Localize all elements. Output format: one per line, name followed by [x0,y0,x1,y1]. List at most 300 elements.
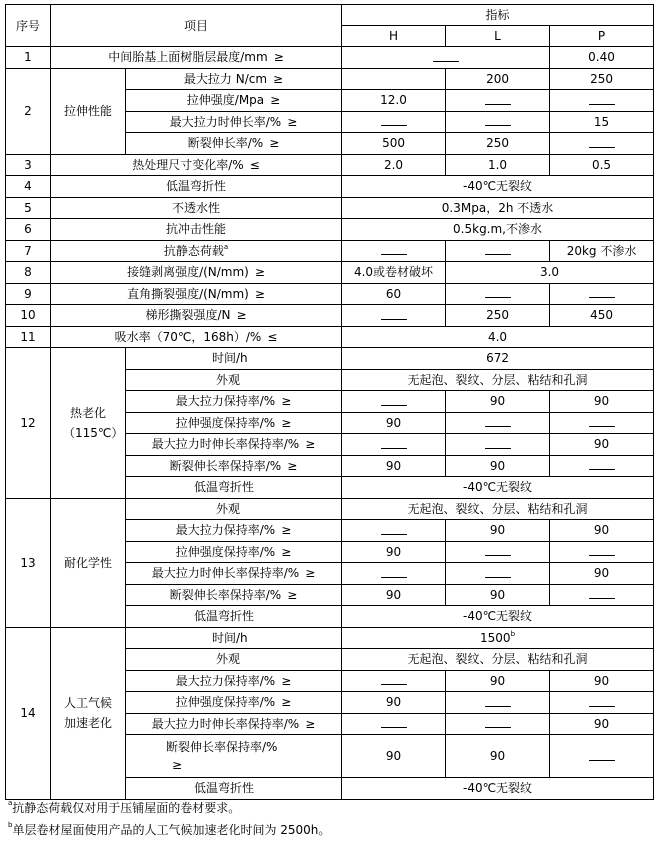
value-cell [550,692,654,714]
item-label [126,584,342,606]
table-row [6,498,654,520]
footnote-mark: b [510,629,516,638]
seq-cell [6,68,51,154]
item-label [51,305,342,327]
item-label-text: 抗冲击性能 [166,222,227,237]
col-header-l [446,26,550,47]
comparison-sign: ≥ [287,458,298,473]
blank-line [589,458,615,470]
value-text: 450 [590,308,613,323]
item-label-text: 不透水性 [172,200,221,215]
seq-text: 1 [24,50,32,65]
value-text: -40℃无裂纹 [462,480,533,495]
value-cell [550,240,654,262]
value-cell [446,68,550,90]
value-text: 90 [385,695,402,710]
value-cell [342,412,446,434]
blank-line [433,50,459,62]
item-label [126,649,342,671]
comparison-sign: ≥ [281,523,292,538]
item-label-text: 热处理尺寸变化率/% [132,157,244,172]
value-cell [550,391,654,413]
value-cell [550,133,654,155]
indicator-header [342,5,654,26]
table-row [6,68,654,90]
item-label-text: 断裂伸长率保持率/% [169,458,282,473]
item-label [126,68,342,90]
comparison-sign: ≥ [172,758,183,772]
value-cell [342,477,654,499]
value-cell [342,455,446,477]
item-label-text: 最大拉力时伸长率保持率/% [151,716,300,731]
item-label-text: 最大拉力 N/cm [183,71,268,86]
value-cell [342,692,446,714]
item-label-text: 梯形撕裂强度/N [145,308,231,323]
item-label-text: 外观 [216,372,241,387]
value-cell [446,240,550,262]
item-label [126,412,342,434]
value-cell [342,606,654,628]
blank-line [485,286,511,298]
group-label [51,498,126,627]
table-row [6,219,654,241]
header-text: L [494,29,501,43]
value-text: 500 [382,136,405,151]
table-row [6,5,654,26]
value-cell [342,68,446,90]
seq-text: 2 [24,104,32,118]
item-label [126,541,342,563]
item-label [126,111,342,133]
blank-line [381,673,407,685]
value-cell [446,283,550,305]
value-cell [550,735,654,778]
item-label [126,348,342,370]
seq-text: 13 [20,555,36,570]
group-text: 拉伸性能 [63,104,112,118]
value-cell [550,713,654,735]
blank-line [381,566,407,578]
item-label-text: 时间/h [212,630,248,645]
item-label [51,283,342,305]
value-cell [446,90,550,112]
item-header [51,5,342,47]
value-cell [446,735,550,778]
value-cell [550,47,654,69]
seq-cell [6,627,51,799]
col-header-h [342,26,446,47]
item-label-text: 时间/h [212,351,248,366]
comparison-sign: ≥ [236,308,247,323]
table-row [6,326,654,348]
value-cell [342,713,446,735]
blank-line [485,93,511,105]
item-label [51,240,342,262]
header-text: P [597,29,606,43]
table-row [6,197,654,219]
value-text: 20kg 不渗水 [566,243,637,258]
value-text: 90 [593,566,610,581]
item-label [51,47,342,69]
value-cell [342,348,654,370]
value-cell [342,498,654,520]
value-cell [342,47,550,69]
item-label-text: 中间胎基上面树脂层最度/mm [108,50,268,65]
comparison-sign: ≥ [273,71,284,86]
value-cell [342,219,654,241]
item-label-text: 接缝剥离强度/(N/mm) [127,265,249,280]
footnote-a: $^a$抗静态荷载仅对用于压铺屋面的卷材要求。 [8,799,241,815]
item-label [126,498,342,520]
item-label-text: 断裂伸长率保持率/% [166,740,278,754]
value-cell [342,563,446,585]
comparison-sign: ≥ [281,394,292,409]
group-condition: （115℃） [63,425,124,440]
comparison-sign: ≥ [254,265,265,280]
footnote-mark: a [223,242,229,251]
item-label-text: 拉伸强度保持率/% [175,415,276,430]
table-row [6,240,654,262]
value-text: -40℃无裂纹 [462,179,533,194]
blank-line [485,114,511,126]
item-label [51,262,342,284]
value-text: 90 [385,415,402,430]
value-cell [550,283,654,305]
seq-text: 6 [24,222,32,237]
group-label [51,68,126,154]
value-cell [342,434,446,456]
value-cell [342,520,446,542]
value-text: 90 [385,458,402,473]
blank-line [589,695,615,707]
value-cell [342,305,446,327]
seq-cell [6,154,51,176]
seq-cell [6,176,51,198]
comparison-sign: ≥ [281,544,292,559]
value-text: 200 [486,71,509,86]
table-row [6,348,654,370]
item-label [51,219,342,241]
col-header-p [550,26,654,47]
value-cell [342,369,654,391]
group-label [51,348,126,499]
value-cell [550,584,654,606]
item-label-text: 断裂伸长率/% [187,136,264,151]
comparison-sign: ≥ [281,695,292,710]
table-row [6,627,654,649]
value-text: 无起泡、裂纹、分层、粘结和孔洞 [407,372,588,387]
seq-cell [6,326,51,348]
value-text: 90 [385,749,402,763]
value-cell [342,627,654,649]
group-text: 热老化 [69,405,106,420]
comparison-sign: ≥ [281,673,292,688]
value-text: 12.0 [380,93,407,108]
value-text: -40℃无裂纹 [462,609,533,624]
value-text: 4.0或卷材破坏 [353,265,434,280]
seq-header [6,5,51,47]
value-text: 90 [489,587,506,602]
table-row [6,283,654,305]
item-label [51,197,342,219]
value-text: 无起泡、裂纹、分层、粘结和孔洞 [407,652,588,667]
value-cell [342,649,654,671]
value-cell [446,262,654,284]
blank-line [589,136,615,148]
value-text: 90 [593,523,610,538]
seq-cell [6,47,51,69]
item-label-text: 外观 [216,652,241,667]
value-text: 0.5 [591,157,612,172]
blank-line [589,286,615,298]
seq-text: 11 [20,329,36,344]
value-cell [446,670,550,692]
value-cell [342,283,446,305]
item-label [126,520,342,542]
comparison-sign: ≥ [287,114,298,129]
blank-line [381,437,407,449]
item-label [126,670,342,692]
comparison-sign: ≥ [254,286,265,301]
item-label [126,713,342,735]
item-label-text: 低温弯折性 [194,480,255,495]
item-label [126,133,342,155]
value-text: 90 [489,394,506,409]
seq-cell [6,219,51,241]
seq-text: 12 [20,415,36,430]
value-cell [550,111,654,133]
value-cell [550,68,654,90]
item-label [126,735,342,778]
item-label [126,627,342,649]
blank-line [381,243,407,255]
header-text: 项目 [184,18,209,33]
table-row [6,176,654,198]
value-text: 90 [489,458,506,473]
value-text: 250 [486,308,509,323]
blank-line [485,695,511,707]
item-label-text: 拉伸强度保持率/% [175,695,276,710]
comparison-sign: ≥ [281,415,292,430]
value-text: 0.40 [588,50,615,65]
value-cell [342,778,654,800]
header-text: 序号 [15,18,40,33]
value-text: 90 [593,394,610,409]
table-row [6,154,654,176]
item-label-text: 低温弯折性 [166,179,227,194]
seq-text: 9 [24,286,32,301]
item-label-text: 最大拉力保持率/% [175,394,276,409]
value-cell [342,670,446,692]
value-text: 90 [385,587,402,602]
value-cell [550,563,654,585]
value-cell [342,584,446,606]
item-label-text: 断裂伸长率保持率/% [169,587,282,602]
seq-cell [6,262,51,284]
value-text: 无起泡、裂纹、分层、粘结和孔洞 [407,501,588,516]
item-label [51,154,342,176]
value-text: 1500 [480,630,511,645]
value-cell [446,692,550,714]
value-cell [550,455,654,477]
value-cell [342,326,654,348]
blank-line [485,243,511,255]
value-cell [550,541,654,563]
item-label-text: 拉伸强度/Mpa [186,93,265,108]
item-label [126,477,342,499]
seq-cell [6,197,51,219]
header-text: 指标 [485,8,510,22]
value-text: 250 [590,71,613,86]
seq-text: 7 [24,243,32,258]
value-text: 60 [385,286,402,301]
value-cell [446,133,550,155]
value-cell [342,154,446,176]
value-cell [342,133,446,155]
value-cell [550,90,654,112]
value-text: 90 [593,673,610,688]
value-cell [342,735,446,778]
item-label-text: 最大拉力保持率/% [175,523,276,538]
item-label-text: 最大拉力时伸长率/% [169,114,282,129]
blank-line [485,437,511,449]
item-label [51,176,342,198]
seq-text: 10 [20,308,36,323]
value-cell [342,111,446,133]
value-cell [446,154,550,176]
group-label [51,627,126,799]
value-cell [446,111,550,133]
item-label [126,692,342,714]
seq-cell [6,498,51,627]
value-text: 90 [489,523,506,538]
seq-text: 4 [24,179,32,194]
value-text: 2.0 [383,157,404,172]
seq-cell [6,305,51,327]
blank-line [485,415,511,427]
seq-cell [6,240,51,262]
blank-line [381,523,407,535]
item-label-text: 抗静态荷载 [163,243,224,258]
value-cell [342,541,446,563]
blank-line [589,749,615,761]
blank-line [381,394,407,406]
value-text: 250 [486,136,509,151]
blank-line [381,716,407,728]
value-cell [550,412,654,434]
blank-line [589,415,615,427]
value-cell [342,391,446,413]
blank-line [381,114,407,126]
item-label-text: 低温弯折性 [194,609,255,624]
value-cell [446,412,550,434]
item-label-text: 最大拉力时伸长率保持率/% [151,566,300,581]
item-label-text: 吸水率（70℃，168h）/% [114,329,262,344]
seq-text: 8 [24,265,32,280]
value-cell [446,563,550,585]
item-label [126,90,342,112]
item-label [126,369,342,391]
blank-line [381,308,407,320]
item-label-text: 直角撕裂强度/(N/mm) [127,286,249,301]
value-text: 0.3Mpa，2h 不透水 [441,200,554,215]
comparison-sign: ≤ [267,329,278,344]
seq-text: 5 [24,200,32,215]
value-cell [446,455,550,477]
value-text: 90 [593,716,610,731]
table-row [6,305,654,327]
value-text: 15 [593,114,610,129]
value-cell [446,434,550,456]
value-cell [342,240,446,262]
value-text: 90 [593,437,610,452]
group-text: 人工气候加速老化 [63,696,112,730]
comparison-sign: ≥ [305,437,316,452]
header-text: H [389,29,399,43]
value-text: -40℃无裂纹 [462,781,533,796]
value-text: 1.0 [487,157,508,172]
value-text: 3.0 [539,265,560,280]
comparison-sign: ≥ [287,587,298,602]
blank-line [485,544,511,556]
value-cell [342,197,654,219]
value-cell [342,262,446,284]
item-label-text: 低温弯折性 [194,781,255,796]
value-text: 4.0 [487,329,508,344]
footnote-b: $^b$单层卷材屋面使用产品的人工气候加速老化时间为 2500h。 [8,821,331,837]
value-text: 90 [385,544,402,559]
table-row [6,47,654,69]
seq-text: 14 [20,706,36,720]
value-cell [550,520,654,542]
comparison-sign: ≥ [305,566,316,581]
comparison-sign: ≥ [305,716,316,731]
blank-line [589,544,615,556]
item-label [126,778,342,800]
value-cell [550,154,654,176]
seq-cell [6,348,51,499]
value-cell [446,305,550,327]
value-cell [446,391,550,413]
value-cell [446,713,550,735]
comparison-sign: ≥ [273,50,284,65]
blank-line [589,93,615,105]
item-label-text: 最大拉力时伸长率保持率/% [151,437,300,452]
seq-cell [6,283,51,305]
value-text: 672 [486,351,509,366]
value-cell [342,176,654,198]
item-label [126,434,342,456]
item-label [126,391,342,413]
value-cell [550,434,654,456]
item-label [126,563,342,585]
item-label-text: 拉伸强度保持率/% [175,544,276,559]
blank-line [589,587,615,599]
value-cell [550,305,654,327]
value-text: 90 [489,673,506,688]
comparison-sign: ≤ [249,157,260,172]
item-label [51,326,342,348]
blank-line [485,716,511,728]
comparison-sign: ≥ [270,93,281,108]
value-cell [446,584,550,606]
comparison-sign: ≥ [269,136,280,151]
value-cell [446,541,550,563]
group-text: 耐化学性 [63,555,112,570]
value-cell [446,520,550,542]
table-row [6,262,654,284]
item-label [126,455,342,477]
